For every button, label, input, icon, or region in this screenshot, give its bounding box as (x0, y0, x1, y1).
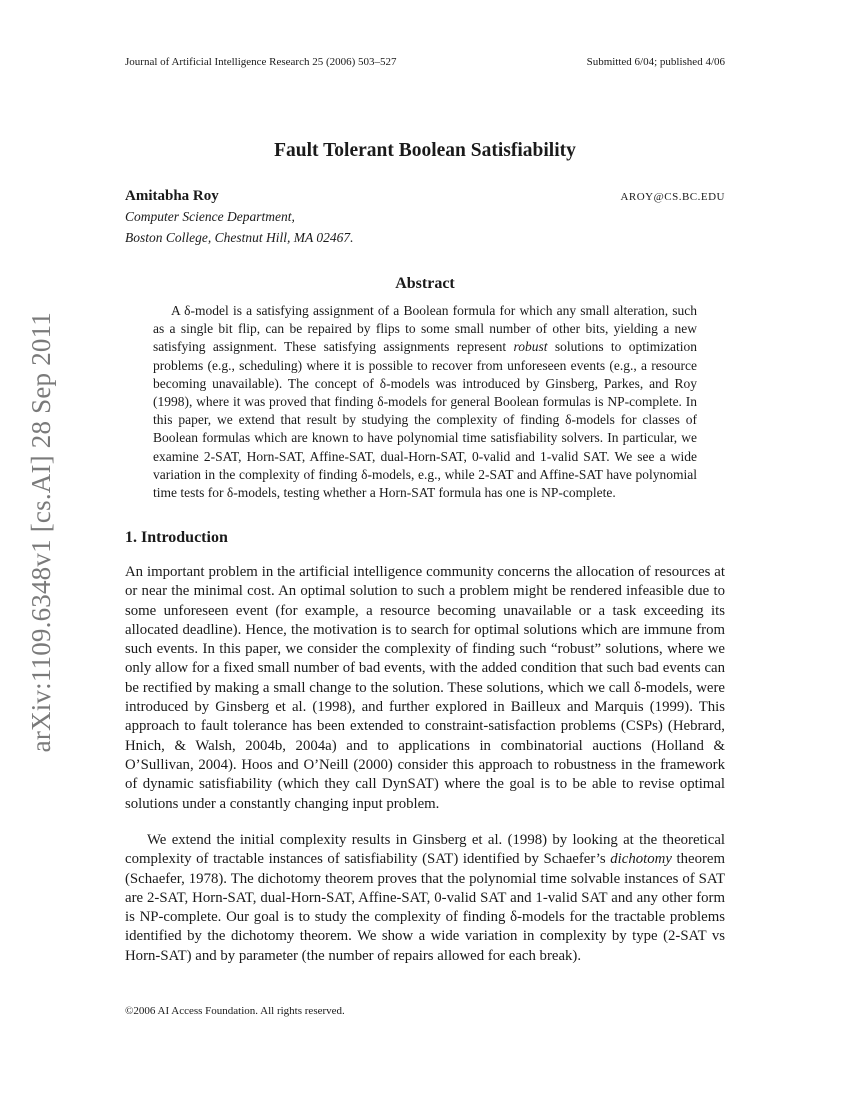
copyright-notice: ©2006 AI Access Foundation. All rights reserved. (125, 1005, 345, 1017)
abstract-heading: Abstract (395, 275, 455, 292)
journal-citation: Journal of Artificial Intelligence Research 25 (2006) 503–527 (125, 56, 397, 68)
section-heading-introduction: 1. Introduction (125, 529, 228, 546)
abstract-part-2: solutions to optimization problems (e.g., scheduling) where it is possible to recover from unforeseen events (e.g., a resource becoming unavailable). The concept of δ-models was introduced by Ginsberg, Parkes, and Roy (1998), where it was proved that finding δ-models for general Boolean formulas is NP-complete. In this paper, we extend that result by studying the complexity of finding δ-models for classes of Boolean formulas which are known to have polynomial time satisfiability solvers. In particular, we examine 2-SAT, Horn-SAT, Affine-SAT, dual-Horn-SAT, 0-valid and 1-valid SAT. We see a wide variation in the complexity of finding δ-models, e.g., while 2-SAT and Affine-SAT have polynomial time tests for δ-models, testing whether a Horn-SAT formula has one is NP-complete. (153, 339, 697, 501)
abstract-text (153, 302, 697, 502)
author-email: AROY@CS.BC.EDU (620, 191, 725, 203)
running-head (125, 56, 725, 68)
arxiv-identifier: arXiv:1109.6348v1 [cs.AI] 28 Sep 2011 (26, 312, 56, 753)
affiliation-line-1: Computer Science Department, (125, 209, 295, 224)
abstract-part-1: A δ-model is a satisfying assignment of a Boolean formula for which any small alteration, such as a single bit flip, can be repaired by flips to some small number of other bits, yielding a new satisfying assignment. These satisfying assignments represent (153, 303, 697, 355)
abstract-emphasis: robust (513, 339, 548, 355)
intro-paragraph-2 (125, 831, 725, 966)
intro-paragraph-2-part-2: theorem (Schaefer, 1978). The dichotomy theorem proves that the polynomial time solvable instances of SAT are 2-SAT, Horn-SAT, dual-Horn-SAT, Affine-SAT, 0-valid SAT and 1-valid SAT and any other form is NP-complete. Our goal is to study the complexity of finding δ-models for the tractable problems identified by the dichotomy theorem. We show a wide variation in complexity by type (2-SAT vs Horn-SAT) and by parameter (the number of repairs allowed for each break). (125, 851, 725, 964)
intro-paragraph-1: An important problem in the artificial intelligence community concerns the allocation of resources at or near the minimal cost. An optimal solution to such a problem might be rendered infeasible due to some unforeseen event (for example, a resource becoming unavailable or a task exceeding its allocated deadline). Hence, the motivation is to search for optimal solutions which are immune from such events. In this paper, we consider the complexity of finding such “robust” solutions, where we only allow for a fixed small number of bad events, with the added condition that such bad events can be rectified by making a small change to the solution. These solutions, which we call δ-models, were introduced by Ginsberg et al. (1998), and further explored in Bailleux and Marquis (1999). This approach to fault tolerance has been extended to constraint-satisfaction problems (CSPs) (Hebrard, Hnich, & Walsh, 2004b, 2004a) and to applications in combinatorial auctions (Holland & O’Sullivan, 2004). Hoos and O’Neill (2000) consider this approach to robustness in the framework of dynamic satisfiability (which they call DynSAT) where the goal is to be able to revise optimal solutions under a constantly changing input problem. (125, 564, 725, 812)
author-block (125, 188, 725, 247)
paper-title: Fault Tolerant Boolean Satisfiability (274, 140, 576, 161)
intro-paragraph-2-part-1: We extend the initial complexity results in Ginsberg et al. (1998) by looking at the theoretical complexity of tractable instances of satisfiability (SAT) identified by Schaefer’s (125, 832, 725, 868)
intro-paragraph-2-emphasis: dichotomy (610, 851, 672, 868)
affiliation-line-2: Boston College, Chestnut Hill, MA 02467. (125, 230, 354, 245)
author-name: Amitabha Roy (125, 188, 219, 204)
submission-dates: Submitted 6/04; published 4/06 (586, 56, 725, 68)
